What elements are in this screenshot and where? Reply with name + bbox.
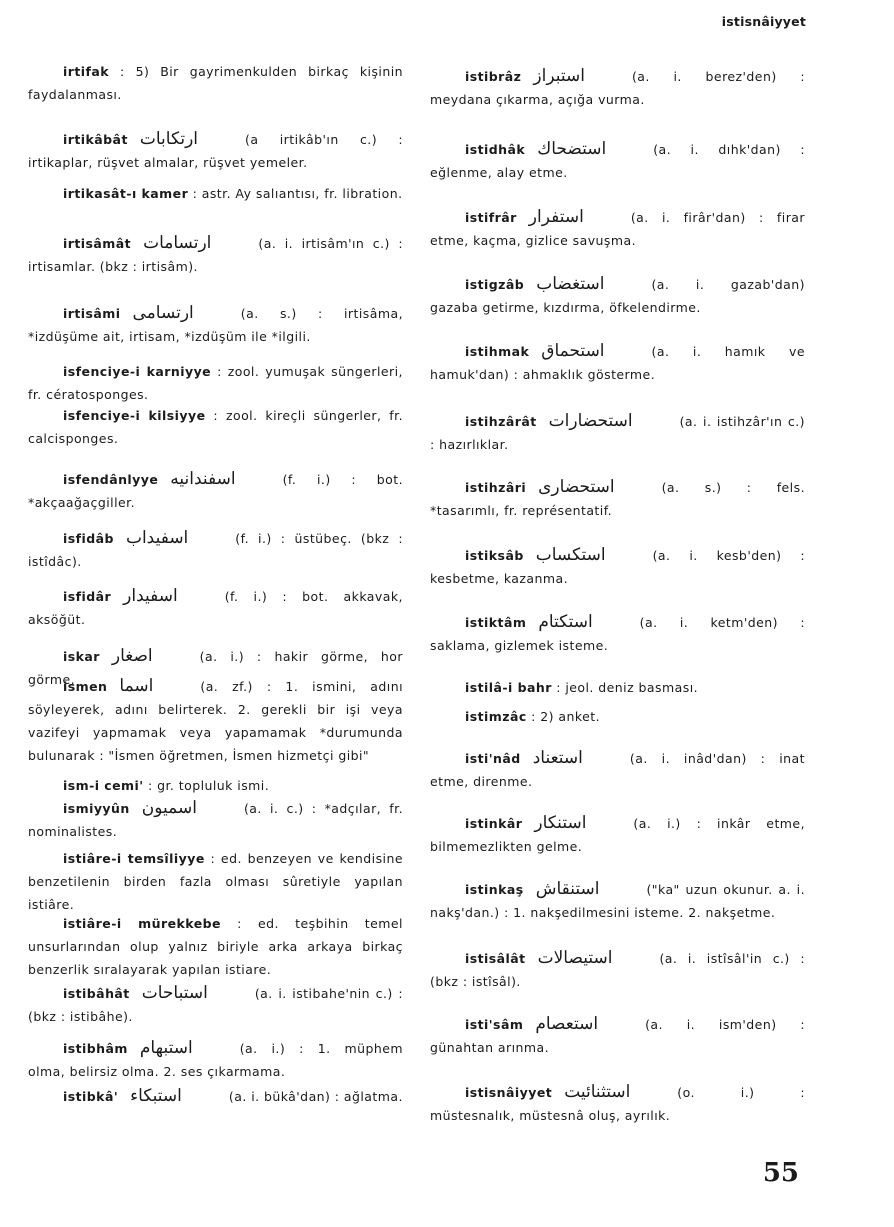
- entry-arabic-script: استحماق: [541, 341, 605, 361]
- entry-definition: (a. i. c.) : *adçılar, fr. nominalistes.: [28, 801, 403, 839]
- dictionary-entry: [430, 340, 805, 386]
- entry-definition: : ed. teşbihin temel unsurlarından olup yalnız biriyle arka arkaya birkaç benzerlik sıralayarak yapılan istiare.: [28, 916, 403, 977]
- entry-definition: (a. i.) : inkâr etme, bilmemezlikten gelme.: [430, 816, 805, 854]
- dictionary-entry: [430, 65, 805, 111]
- dictionary-entry: [28, 302, 403, 348]
- dictionary-entry: [430, 138, 805, 184]
- entry-headword: istifrâr: [465, 210, 517, 225]
- entry-definition: (f. i.) : bot. *akçaağaçgiller.: [28, 472, 403, 510]
- entry-arabic-script: استكتام: [538, 612, 593, 632]
- dictionary-entry: [28, 1037, 403, 1083]
- entry-definition: (a. i. istîsâl'in c.) : (bkz : istîsâl).: [430, 951, 805, 989]
- entry-arabic-script: اسما: [119, 676, 154, 696]
- dictionary-entry: [430, 1081, 805, 1127]
- entry-headword: isfenciye-i kilsiyye: [63, 408, 206, 423]
- dictionary-entry: [430, 410, 805, 456]
- entry-arabic-script: استضحاك: [537, 139, 607, 159]
- entry-headword: isfenciye-i karniyye: [63, 364, 212, 379]
- entry-arabic-script: استباحات: [141, 983, 208, 1003]
- entry-definition: (a. i.) : 1. müphem olma, belirsiz olma. 2. ses çıkarmama.: [28, 1041, 403, 1079]
- entry-definition: : ed. benzeyen ve kendisine benzetilenin birden fazla olması sûretiyle yapılan istiâre.: [28, 851, 403, 912]
- entry-definition: : jeol. deniz basması.: [556, 680, 699, 695]
- entry-definition: ("ka" uzun okunur. a. i. nakş'dan.) : 1. nakşedilmesini isteme. 2. nakşetme.: [430, 882, 805, 920]
- running-head: istisnâiyyet: [721, 14, 806, 29]
- entry-headword: istihzârât: [465, 414, 537, 429]
- dictionary-entry: [28, 912, 403, 981]
- dictionary-entry: [28, 774, 403, 797]
- dictionary-entry: [430, 611, 805, 657]
- entry-definition: (a. i. istihzâr'ın c.) : hazırlıklar.: [430, 414, 805, 452]
- entry-headword: isti'nâd: [465, 751, 521, 766]
- entry-definition: (a. i. istibahe'nin c.) : (bkz : istibâhe).: [28, 986, 403, 1024]
- entry-headword: istiksâb: [465, 548, 524, 563]
- entry-headword: istinkâr: [465, 816, 523, 831]
- entry-headword: istigzâb: [465, 277, 525, 292]
- entry-definition: (a. i.) : hakir görme, hor görme.: [28, 649, 403, 687]
- entry-headword: ism-i cemi': [63, 778, 144, 793]
- dictionary-entry: [28, 468, 403, 514]
- entry-definition: : 5) Bir gayrimenkulden birkaç kişinin faydalanması.: [28, 64, 403, 102]
- entry-headword: irtifak: [63, 64, 110, 79]
- dictionary-entry: [430, 676, 805, 699]
- entry-definition: (a. zf.) : 1. ismini, adını söyleyerek, adını belirterek. 2. gerekli bir işi veya vazifeyi yapmamak veya yapamamak *durumunda bulunarak : "İsmen öğretmen, İsmen hizmetçi gibi": [28, 679, 403, 763]
- entry-headword: irtisâmi: [63, 306, 121, 321]
- entry-definition: (a. i. ketm'den) : saklama, gizlemek isteme.: [430, 615, 805, 653]
- entry-arabic-script: استكساب: [535, 545, 606, 565]
- dictionary-entry: [28, 527, 403, 573]
- entry-definition: : 2) anket.: [531, 709, 601, 724]
- entry-arabic-script: استبكاء: [130, 1086, 182, 1106]
- dictionary-entry: [28, 128, 403, 174]
- entry-arabic-script: استنكار: [534, 813, 587, 833]
- entry-definition: (a. i. gazab'dan) gazaba getirme, kızdırma, öfkelendirme.: [430, 277, 805, 315]
- dictionary-entry: [28, 982, 403, 1028]
- dictionary-entry: [430, 947, 805, 993]
- entry-headword: irtikasât-ı kamer: [63, 186, 189, 201]
- entry-definition: (a. i. hamık ve hamuk'dan) : ahmaklık gösterme.: [430, 344, 805, 382]
- dictionary-entry: [430, 1013, 805, 1059]
- dictionary-entry: [430, 544, 805, 590]
- page-number: 55: [762, 1158, 799, 1188]
- entry-headword: istiâre-i mürekkebe: [63, 916, 221, 931]
- entry-definition: (f. i.) : bot. akkavak, aksöğüt.: [28, 589, 403, 627]
- entry-definition: (a. s.) : irtisâma, *izdüşüme ait, irtisam, *izdüşüm ile *ilgili.: [28, 306, 403, 344]
- dictionary-entry: [430, 812, 805, 858]
- entry-headword: istihmak: [465, 344, 530, 359]
- entry-arabic-script: استغضاب: [536, 274, 605, 294]
- entry-headword: istinkaş: [465, 882, 524, 897]
- dictionary-entry: [28, 404, 403, 450]
- entry-definition: (f. i.) : üstübeç. (bkz : istîdâc).: [28, 531, 403, 569]
- entry-headword: isfidâr: [63, 589, 112, 604]
- entry-definition: (a. s.) : fels. *tasarımlı, fr. représentatif.: [430, 480, 805, 518]
- entry-definition: (a. i. firâr'dan) : firar etme, kaçma, gizlice savuşma.: [430, 210, 805, 248]
- entry-definition: : gr. topluluk ismi.: [148, 778, 270, 793]
- entry-arabic-script: استبهام: [139, 1038, 193, 1058]
- dictionary-entry: [430, 705, 805, 728]
- entry-headword: istidhâk: [465, 142, 526, 157]
- entry-definition: : zool. kireçli süngerler, fr. calcisponges.: [28, 408, 403, 446]
- entry-definition: (a. i. irtisâm'ın c.) : irtisamlar. (bkz : irtisâm).: [28, 236, 403, 274]
- entry-arabic-script: استنقاش: [535, 879, 600, 899]
- entry-arabic-script: استعصام: [535, 1014, 599, 1034]
- entry-definition: (a. i. inâd'dan) : inat etme, direnme.: [430, 751, 805, 789]
- dictionary-entry: [28, 360, 403, 406]
- entry-definition: : astr. Ay salıantısı, fr. libration.: [192, 186, 403, 201]
- entry-arabic-script: استيصالات: [537, 948, 613, 968]
- entry-headword: isti'sâm: [465, 1017, 524, 1032]
- dictionary-entry: [430, 206, 805, 252]
- entry-headword: istilâ-i bahr: [465, 680, 552, 695]
- entry-headword: iskar: [63, 649, 100, 664]
- entry-arabic-script: اسفيداب: [125, 528, 189, 548]
- dictionary-entry: [28, 60, 403, 106]
- entry-headword: istiâre-i temsîliyye: [63, 851, 205, 866]
- entry-arabic-script: استثنائيت: [564, 1082, 631, 1102]
- entry-arabic-script: استعناد: [532, 748, 583, 768]
- entry-headword: ismiyyûn: [63, 801, 130, 816]
- entry-headword: irtikâbât: [63, 132, 128, 147]
- entry-arabic-script: استبراز: [533, 66, 585, 86]
- entry-arabic-script: استحضارى: [538, 477, 615, 497]
- dictionary-entry: [28, 585, 403, 631]
- entry-headword: isfidâb: [63, 531, 114, 546]
- entry-definition: : zool. yumuşak süngerleri, fr. cératosponges.: [28, 364, 403, 402]
- entry-headword: istibhâm: [63, 1041, 128, 1056]
- entry-headword: istibrâz: [465, 69, 522, 84]
- dictionary-entry: [28, 232, 403, 278]
- dictionary-entry: [28, 847, 403, 916]
- entry-headword: istibkâ': [63, 1089, 119, 1104]
- entry-arabic-script: استحضارات: [548, 411, 633, 431]
- entry-definition: (a. i. ism'den) : günahtan arınma.: [430, 1017, 805, 1055]
- entry-headword: istihzâri: [465, 480, 527, 495]
- entry-headword: istibâhât: [63, 986, 130, 1001]
- dictionary-entry: [430, 273, 805, 319]
- entry-definition: (a. i. berez'den) : meydana çıkarma, açığa vurma.: [430, 69, 805, 107]
- entry-headword: istiktâm: [465, 615, 527, 630]
- entry-arabic-script: ارتسامى: [132, 303, 194, 323]
- dictionary-entry: [28, 675, 403, 767]
- dictionary-entry: [430, 878, 805, 924]
- entry-arabic-script: اسفندانيه: [170, 469, 236, 489]
- dictionary-entry: [28, 1085, 403, 1108]
- entry-definition: (a. i. bükâ'dan) : ağlatma.: [228, 1089, 403, 1104]
- entry-headword: irtisâmât: [63, 236, 132, 251]
- dictionary-entry: [28, 797, 403, 843]
- dictionary-entry: [430, 747, 805, 793]
- entry-arabic-script: استفرار: [528, 207, 584, 227]
- dictionary-entry: [28, 182, 403, 205]
- entry-headword: isfendânlyye: [63, 472, 159, 487]
- entry-headword: istisnâiyyet: [465, 1085, 553, 1100]
- entry-arabic-script: ارتكابات: [139, 129, 199, 149]
- dictionary-entry: [430, 476, 805, 522]
- entry-definition: (a. i. dıhk'dan) : eğlenme, alay etme.: [430, 142, 805, 180]
- entry-arabic-script: اسفيدار: [123, 586, 178, 606]
- entry-headword: ismen: [63, 679, 108, 694]
- entry-arabic-script: اسميون: [141, 798, 197, 818]
- entry-definition: (a. i. kesb'den) : kesbetme, kazanma.: [430, 548, 805, 586]
- entry-arabic-script: ارتسامات: [143, 233, 212, 253]
- entry-definition: (a irtikâb'ın c.) : irtikaplar, rüşvet almalar, rüşvet yemeler.: [28, 132, 403, 170]
- entry-definition: (o. i.) : müstesnalık, müstesnâ oluş, ayrılık.: [430, 1085, 805, 1123]
- entry-headword: istimzâc: [465, 709, 527, 724]
- entry-headword: istisâlât: [465, 951, 526, 966]
- entry-arabic-script: اصغار: [111, 646, 153, 666]
